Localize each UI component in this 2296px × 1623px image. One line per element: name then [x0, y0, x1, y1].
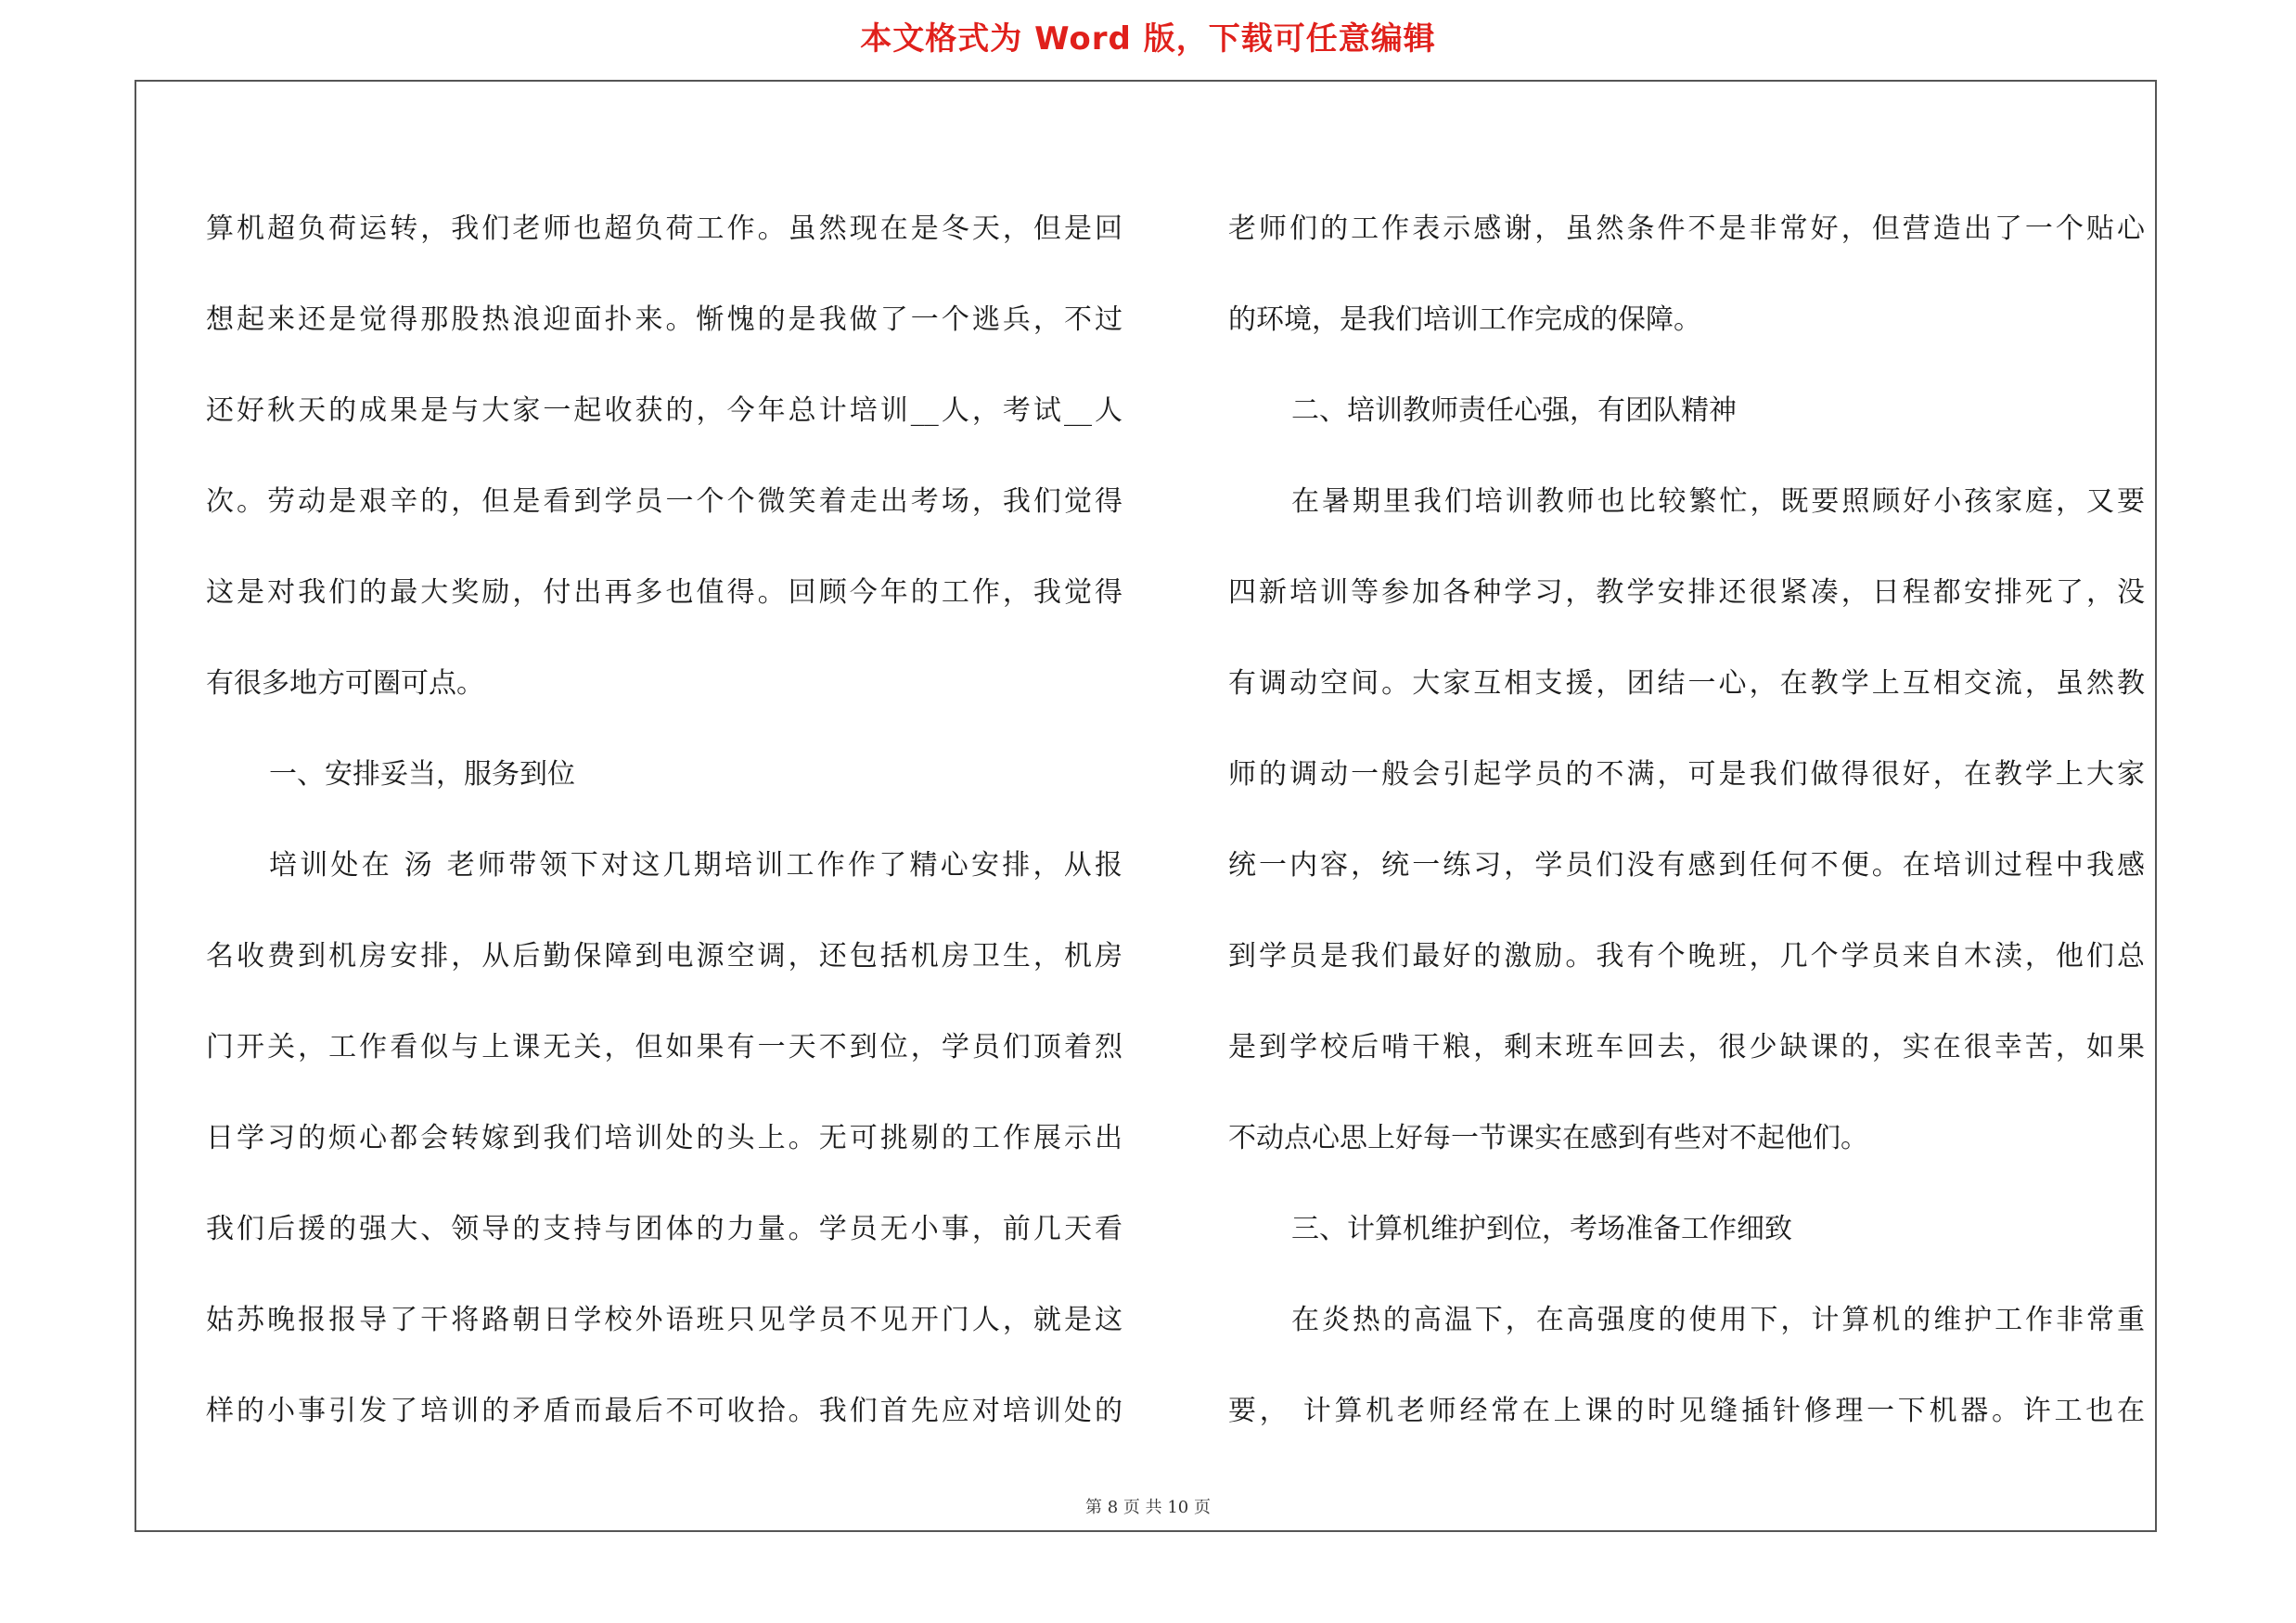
- paragraph-line: 在暑期里我们培训教师也比较繁忙，既要照顾好小孩家庭，又要: [1291, 485, 2145, 518]
- paragraph-line: 我们后援的强大、领导的支持与团体的力量。学员无小事，前几天看: [206, 1213, 1122, 1245]
- paragraph-line: 样的小事引发了培训的矛盾而最后不可收拾。我们首先应对培训处的: [206, 1395, 1122, 1427]
- paragraph-line: 到学员是我们最好的激励。我有个晚班，几个学员来自木渎，他们总: [1228, 940, 2145, 973]
- paragraph-line: 培训处在 汤 老师带领下对这几期培训工作作了精心安排，从报: [269, 849, 1122, 882]
- paragraph-line: 有很多地方可圈可点。: [206, 667, 484, 700]
- left-text-column: [206, 184, 1122, 1457]
- paragraph-line: 想起来还是觉得那股热浪迎面扑来。惭愧的是我做了一个逃兵，不过: [206, 303, 1122, 336]
- paragraph-line: 还好秋天的成果是与大家一起收获的，今年总计培训__人，考试__人: [206, 394, 1122, 427]
- paragraph-line: 算机超负荷运转，我们老师也超负荷工作。虽然现在是冬天，但是回: [206, 213, 1122, 245]
- paragraph-line: 师的调动一般会引起学员的不满，可是我们做得很好，在教学上大家: [1228, 758, 2145, 791]
- paragraph-line: 四新培训等参加各种学习，教学安排还很紧凑，日程都安排死了，没: [1228, 576, 2145, 609]
- section-heading: 三、计算机维护到位，考场准备工作细致: [1291, 1213, 1792, 1245]
- paragraph-line: 要， 计算机老师经常在上课的时见缝插针修理一下机器。许工也在: [1228, 1395, 2145, 1427]
- paragraph-line: 门开关，工作看似与上课无关，但如果有一天不到位，学员们顶着烈: [206, 1031, 1122, 1063]
- paragraph-line: 有调动空间。大家互相支援，团结一心，在教学上互相交流，虽然教: [1228, 667, 2145, 700]
- document-banner: 本文格式为 Word 版，下载可任意编辑: [860, 20, 1436, 58]
- right-text-column: [1228, 184, 2145, 1457]
- paragraph-line: 是到学校后啃干粮，剩末班车回去，很少缺课的，实在很幸苦，如果: [1228, 1031, 2145, 1063]
- paragraph-line: 日学习的烦心都会转嫁到我们培训处的头上。无可挑剔的工作展示出: [206, 1122, 1122, 1154]
- paragraph-line: 次。劳动是艰辛的，但是看到学员一个个微笑着走出考场，我们觉得: [206, 485, 1122, 518]
- section-heading: 一、安排妥当，服务到位: [269, 758, 575, 791]
- section-heading: 二、培训教师责任心强，有团队精神: [1291, 394, 1737, 427]
- paragraph-line: 老师们的工作表示感谢，虽然条件不是非常好，但营造出了一个贴心: [1228, 213, 2145, 245]
- paragraph-line: 这是对我们的最大奖励，付出再多也值得。回顾今年的工作，我觉得: [206, 576, 1122, 609]
- paragraph-line: 姑苏晚报报导了干将路朝日学校外语班只见学员不见开门人，就是这: [206, 1304, 1122, 1336]
- paragraph-line: 的环境，是我们培训工作完成的保障。: [1228, 303, 1701, 336]
- page-number-footer: 第 8 页 共 10 页: [1085, 1498, 1211, 1517]
- paragraph-line: 名收费到机房安排，从后勤保障到电源空调，还包括机房卫生，机房: [206, 940, 1122, 973]
- paragraph-line: 不动点心思上好每一节课实在感到有些对不起他们。: [1228, 1122, 1868, 1154]
- paragraph-line: 统一内容，统一练习，学员们没有感到任何不便。在培训过程中我感: [1228, 849, 2145, 882]
- paragraph-line: 在炎热的高温下，在高强度的使用下，计算机的维护工作非常重: [1291, 1304, 2145, 1336]
